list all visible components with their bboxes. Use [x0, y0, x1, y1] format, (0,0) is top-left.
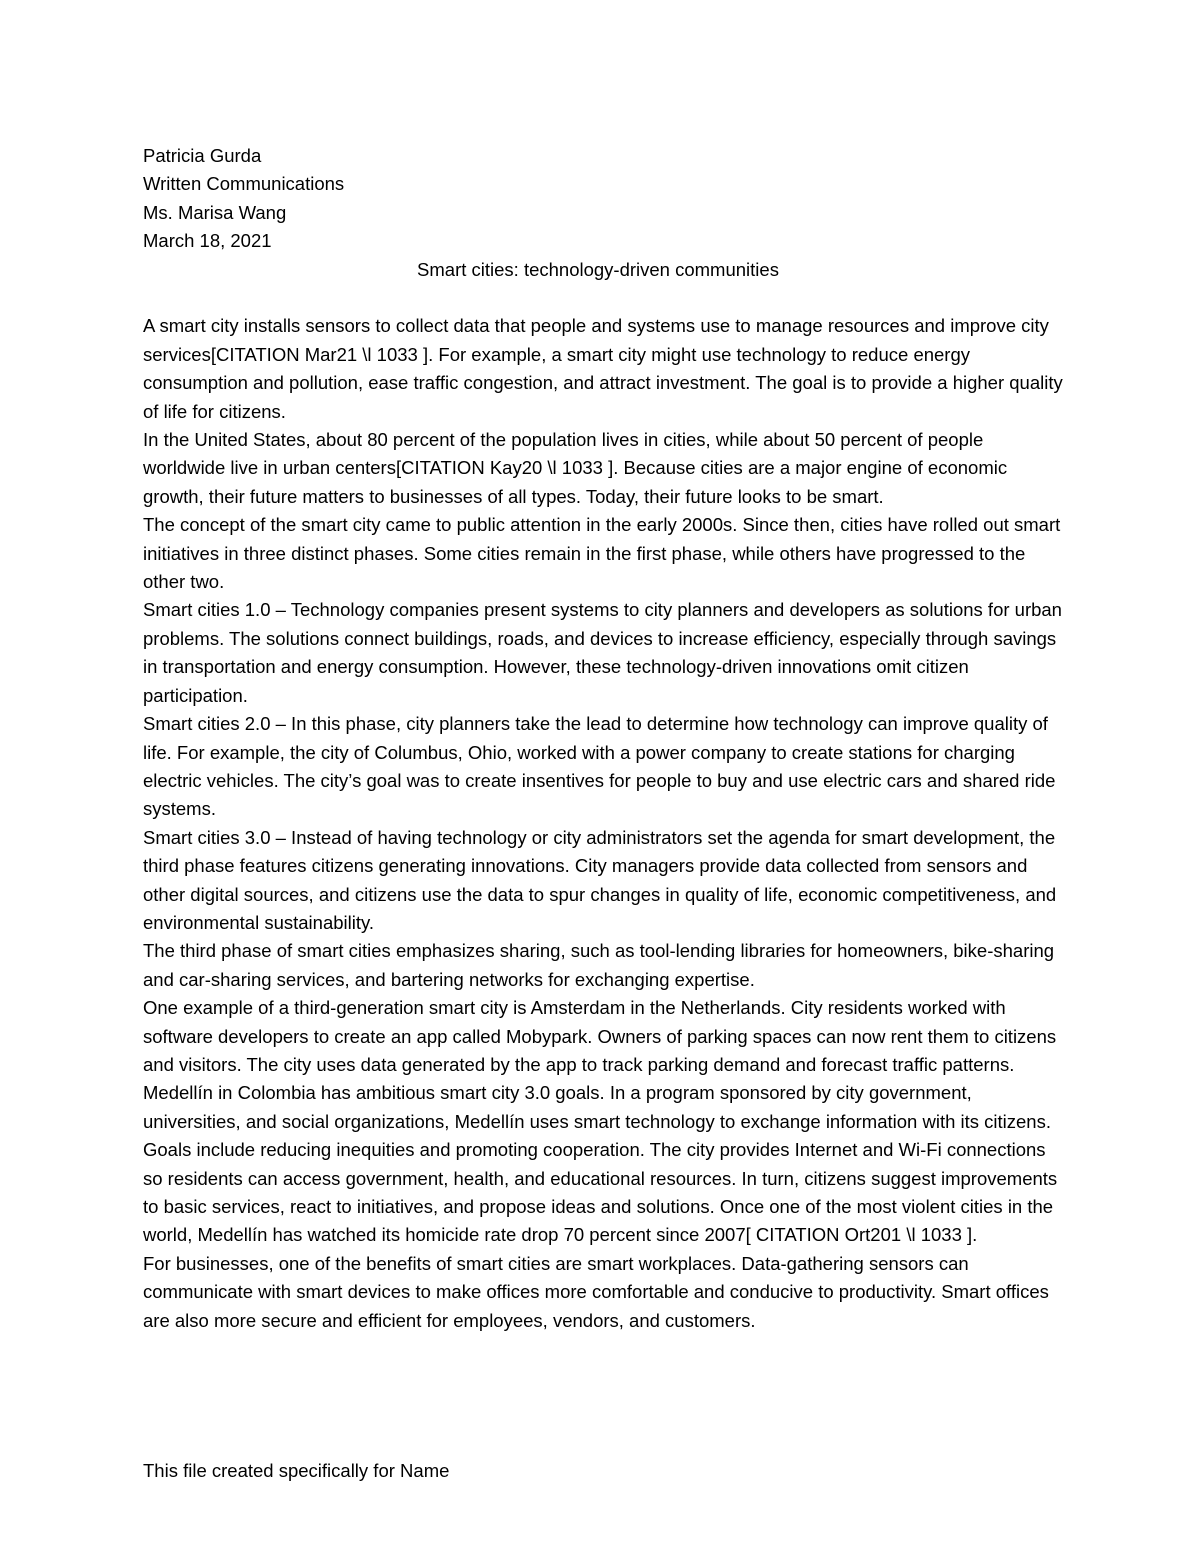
page-footer: This file created specifically for Name — [143, 1460, 450, 1481]
paragraph: A smart city installs sensors to collect data that people and systems use to manage resources and improve city services[CITATION Mar21 \l 1033 ]. For example, a smart city might use technology to reduce energy consumption and pollution, ease traffic congestion, and attract investment. The goal is to provide a higher quality of life for citizens. — [143, 315, 1063, 422]
paragraph: For businesses, one of the benefits of smart cities are smart workplaces. Data-gathering sensors can communicate with smart devices to make offices more comfortable and conducive to productivity. Smart offices are also more secure and efficient for employees, vendors, and customers. — [143, 1252, 1049, 1331]
paragraph: The third phase of smart cities emphasizes sharing, such as tool-lending libraries for homeowners, bike-sharing and car-sharing services, and bartering networks for exchanging expertise. — [143, 940, 1055, 990]
course-name: Written Communications — [143, 173, 345, 195]
document-title: Smart cities: technology-driven communities — [417, 258, 779, 280]
instructor-name: Ms. Marisa Wang — [143, 201, 287, 223]
paragraph: Smart cities 1.0 – Technology companies present systems to city planners and developers as solutions for urban problems. The solutions connect buildings, roads, and devices to increase efficiency, especially through savings in transportation and energy consumption. However, these technology-driven innovations omit citizen participation. — [143, 599, 1062, 706]
author-name: Patricia Gurda — [143, 145, 262, 166]
paragraph: One example of a third-generation smart city is Amsterdam in the Netherlands. City residents worked with software developers to create an app called Mobypark. Owners of parking spaces can now rent them to citizens and visitors. The city uses data generated by the app to track parking demand and forecast traffic patterns. — [143, 997, 1057, 1075]
paragraph: Medellín in Colombia has ambitious smart city 3.0 goals. In a program sponsored by city government, universities, and social organizations, Medellín uses smart technology to exchange information with its citizens. Goals include reducing inequities and promoting cooperation. The city provides Internet and Wi-Fi connections so residents can access government, health, and educational resources. In turn, citizens suggest improvements to basic services, react to initiatives, and propose ideas and solutions. Once one of the most violent cities in the world, Medellín has watched its homicide rate drop 70 percent since 2007[ CITATION Ort201 \l 1033 ]. — [143, 1082, 1058, 1246]
blank-line — [143, 284, 1063, 312]
paragraph: In the United States, about 80 percent of the population lives in cities, while about 50 percent of people worldwide live in urban centers[CITATION Kay20 \l 1033 ]. Because cities are a major engine of economic growth, their future matters to businesses of all types. Today, their future looks to be smart. — [143, 429, 1008, 507]
document-body — [143, 142, 1063, 1335]
document-date: March 18, 2021 — [143, 230, 272, 252]
paragraph: Smart cities 3.0 – Instead of having technology or city administrators set the agenda for smart development, the third phase features citizens generating innovations. City managers provide data collected from sensors and other digital sources, and citizens use the data to spur changes in quality of life, economic competitiveness, and environmental sustainability. — [143, 826, 1057, 933]
paragraph: The concept of the smart city came to public attention in the early 2000s. Since then, cities have rolled out smart initiatives in three distinct phases. Some cities remain in the first phase, while others have progressed to the other two. — [143, 514, 1061, 593]
paragraph: Smart cities 2.0 – In this phase, city planners take the lead to determine how technology can improve quality of life. For example, the city of Columbus, Ohio, worked with a power company to create stations for charging electric vehicles. The city’s goal was to create insentives for people to buy and use electric cars and shared ride systems. — [143, 713, 1056, 820]
